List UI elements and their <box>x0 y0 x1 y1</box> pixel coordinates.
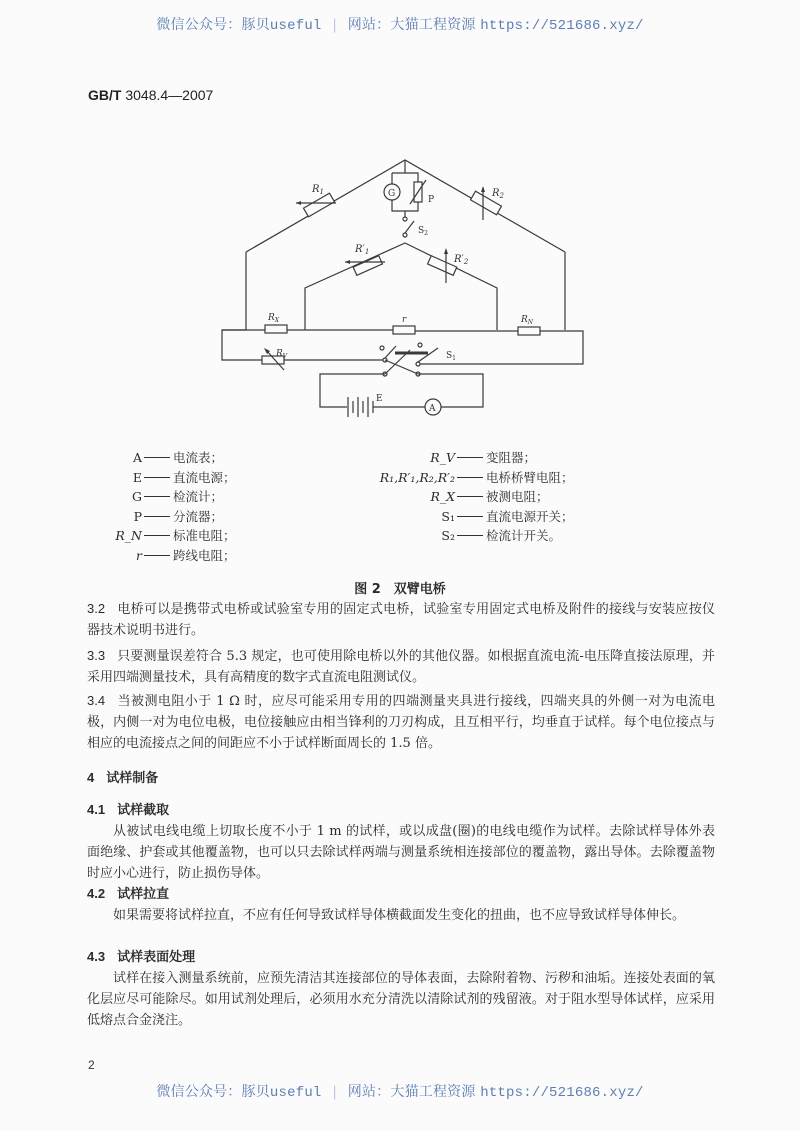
svg-text:RV: $R_V$ <box>276 349 288 360</box>
clause-3-4: 3.4 当被测电阻小于 1 Ω 时，应尽可能采用专用的四端测量夹具进行接线，四端夹具的外侧一对为电流电极，内侧一对为电位电极，电位接触应由相当锋利的刀刃构成，且互相平行，均垂直于试样。每个电位接点与相应的电流接点之间的间距应不小于试样断面周长的 1.5 倍。 <box>87 693 715 751</box>
legend-item: R_N 标准电阻； <box>115 528 236 543</box>
watermark-bottom <box>0 1081 800 1101</box>
svg-text:A: A <box>429 404 436 414</box>
double-bridge-diagram <box>200 150 600 430</box>
watermark-url[interactable]: https://521686.xyz/ <box>480 1085 644 1101</box>
svg-text:E: E <box>376 394 383 404</box>
legend-item: R_X 被测电阻； <box>430 489 549 504</box>
legend-item: S₂ 检流计开关。 <box>441 528 562 543</box>
legend-item: S₁ 直流电源开关； <box>441 508 574 524</box>
page-number: 2 <box>88 1058 95 1072</box>
svg-text:S1: $S_1$ <box>446 351 456 362</box>
clause-4-2: 4.2 试样拉直 如果需要将试样拉直，不应有任何导致试样导体横截面发生变化的扭曲，也不应导致试样导体伸长。 <box>87 886 686 923</box>
watermark-site-label: 网站：大猫工程资源 <box>347 17 476 33</box>
legend-item: A 电流表； <box>132 450 224 465</box>
svg-text:r: r <box>402 315 407 325</box>
svg-text:R′1: $R'_1$ <box>355 244 370 256</box>
resistor-r1 <box>304 193 335 217</box>
section-4-heading: 4 试样制备 <box>87 770 159 786</box>
legend-item: r 跨线电阻； <box>136 547 236 563</box>
clause-4-3: 4.3 试样表面处理 试样在接入测量系统前，应预先清洁其连接部位的导体表面，去除附着物、污秽和油垢。连接处表面的氧化层应尽可能除尽。如用试剂处理后，必须用水充分清洗以清除试剂的残留液。对于阻水型导体试样，应采用低熔点合金浇注。 <box>87 949 715 1028</box>
watermark-url[interactable]: https://521686.xyz/ <box>480 18 644 34</box>
svg-text:S2: $S_2$ <box>418 226 428 237</box>
legend-left <box>110 448 330 565</box>
watermark-wechat-label: 微信公众号：豚贝 <box>156 17 270 33</box>
legend-item: P 分流器； <box>133 508 224 524</box>
watermark-separator: | <box>332 1084 338 1100</box>
legend-item: R_V 变阻器； <box>430 450 537 465</box>
watermark-top <box>0 14 800 34</box>
watermark-wechat-name: useful <box>269 1085 322 1101</box>
svg-text:P: P <box>428 195 435 205</box>
figure-caption: 图 2 双臂电桥 <box>354 582 446 597</box>
svg-text:R2: $R_2$ <box>492 188 504 200</box>
legend-item: G 检流计； <box>132 489 224 504</box>
legend-item: E 直流电源； <box>132 469 236 485</box>
watermark-separator: | <box>332 17 338 33</box>
watermark-wechat-label: 微信公众号：豚贝 <box>156 1084 270 1100</box>
svg-text:R′2: $R'_2$ <box>454 254 469 266</box>
clause-3-3: 3.3 只要测量误差符合 5.3 规定，也可使用除电桥以外的其他仪器。如根据直流电流-电压降直接法原理，并采用四端测量技术，具有高精度的数字式直流电阻测试仪。 <box>87 648 715 685</box>
standard-code: 3048.4—2007 <box>125 87 214 103</box>
svg-text:RN: $R_N$ <box>521 315 534 326</box>
svg-text:RX: $R_X$ <box>268 313 280 324</box>
clause-4-1: 4.1 试样截取 从被试电线电缆上切取长度不小于 1 m 的试样，或以成盘(圈)的电线电缆作为试样。去除试样导体外表面绝缘、护套或其他覆盖物，也可以只去除试样两端与测量系统相连接部位的覆盖物，露出导体。去除覆盖物时应小心进行，防止损伤导体。 <box>87 802 715 881</box>
legend-item: R₁,R′₁,R₂,R′₂ 电桥桥臂电阻； <box>379 469 574 485</box>
clause-3-2: 3.2 电桥可以是携带式电桥或试验室专用的固定式电桥，试验室专用固定式电桥及附件的接线与安装应按仪器技术说明书进行。 <box>87 601 715 638</box>
legend-right <box>355 448 645 546</box>
standard-number <box>88 87 213 103</box>
watermark-wechat-name: useful <box>269 18 322 34</box>
watermark-site-label: 网站：大猫工程资源 <box>347 1084 476 1100</box>
svg-text:G: G <box>388 189 396 199</box>
svg-text:R1: $R_1$ <box>312 184 324 196</box>
standard-prefix: GB/T <box>88 87 122 103</box>
